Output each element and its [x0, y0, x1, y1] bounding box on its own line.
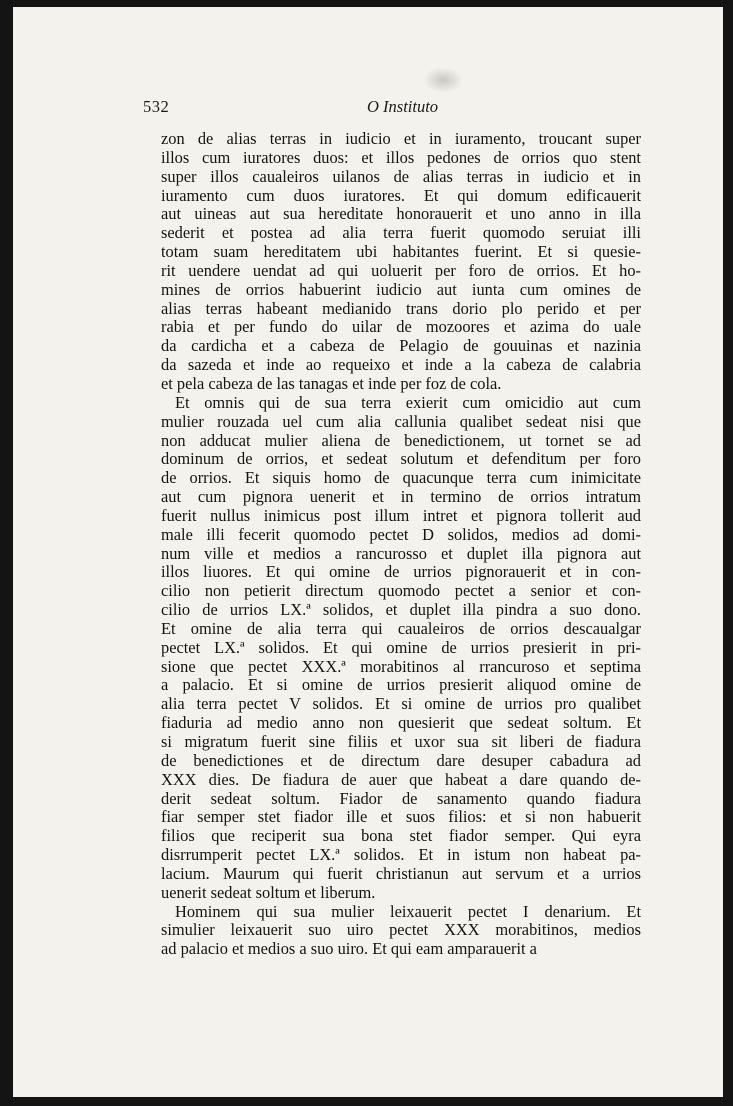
text-line: cilio non petierit directum quomodo pectet a senior et con- [161, 581, 641, 601]
text-line: lacium. Maurum qui fuerit christianun aut servum et a urrios [161, 863, 641, 883]
text-line: de benedictiones et de directum dare desuper cabadura ad [161, 750, 641, 770]
text-line: Et omine de alia terra qui caualeiros de orrios descaualgar [161, 618, 641, 638]
text-line: alias terras habeant medianido trans dorio plo perido et per [161, 298, 641, 318]
text-line: si migratum fuerit sine filiis et uxor sua sit liberi de fiadura [161, 732, 641, 751]
paragraph-list [161, 130, 641, 959]
text-line: et pela cabeza de las tanagas et inde per foz de cola. [161, 373, 502, 393]
running-title: O Instituto [367, 97, 439, 116]
text-line: totam suam hereditatem ubi habitantes fuerint. Et si quesie- [161, 242, 641, 262]
text-line: mines de orrios habuerint iudicio aut iunta cum omines de [161, 279, 641, 299]
text-line: Et omnis qui de sua terra exierit cum omicidio aut cum [175, 392, 641, 412]
text-line: aut cum pignora uenerit et in termino de orrios intratum [161, 487, 641, 507]
text-line: simulier leixauerit suo uiro pectet XXX morabitinos, medios [161, 920, 641, 940]
paragraph [161, 394, 641, 903]
text-line: rabia et per fundo do uilar de mozoores et azima do uale [161, 317, 641, 337]
text-line: cilio de urrios LX.ª solidos, et duplet illa pindra a suo dono. [161, 600, 641, 620]
text-line: Hominem qui sua mulier leixauerit pectet I denarium. Et [175, 901, 641, 921]
body-text [161, 130, 641, 959]
text-line: illos cum iuratores duos: et illos pedones de orrios quo stent [161, 147, 641, 167]
text-line: a palacio. Et si omine de urrios presierit aliquod omine de [161, 675, 641, 695]
text-line: fiar semper stet fiador ille et suos filios: et si non habuerit [161, 807, 641, 827]
text-line: sederit et postea ad alia terra fuerit quomodo seruiat illi [161, 223, 641, 243]
page-header [143, 97, 643, 121]
text-line: de orrios. Et siquis homo de quacunque terra cum inimicitate [161, 468, 641, 488]
text-line: disrrumperit pectet LX.ª solidos. Et in istum non habeat pa- [161, 845, 641, 865]
text-line: aut uineas aut sua hereditate honorauerit et uno anno in illa [161, 204, 641, 224]
text-line: iuramento cum duos iuratores. Et qui domum edificauerit [161, 185, 641, 205]
ink-smudge [423, 67, 463, 93]
text-line: sione que pectet XXX.ª morabitinos al rrancuroso et septima [161, 656, 641, 676]
text-line: num ville et medios a rancurosso et duplet illa pignora aut [161, 543, 641, 563]
paragraph [161, 903, 641, 960]
text-line: derit sedeat soltum. Fiador de sanamento quando fiadura [161, 788, 641, 808]
text-line: alia terra pectet V solidos. Et si omine de urrios pro qualibet [161, 694, 641, 714]
text-line: filios que reciperit sua bona stet fiador semper. Qui eyra [161, 826, 641, 846]
text-line: fuerit nullus inimicus post illum intret et pignora tollerit aud [161, 505, 641, 525]
text-line: super illos caualeiros uilanos de alias terras in iudicio et in [161, 166, 641, 186]
text-line: rit uendere uendat ad qui uoluerit per foro de orrios. Et ho- [161, 260, 641, 280]
text-line: male illi fecerit quomodo pectet D solidos, medios ad domi- [161, 524, 641, 544]
text-line: zon de alias terras in iudicio et in iuramento, troucant super [161, 129, 641, 148]
text-line: dominum de orrios, et sedeat solutum et defenditum per foro [161, 449, 641, 469]
text-line: mulier rouzada uel cum alia callunia qualibet sedeat nisi que [161, 411, 641, 431]
text-line: XXX dies. De fiadura de auer que habeat a dare quando de- [161, 769, 641, 789]
text-line: pectet LX.ª solidos. Et qui omine de urrios presierit in pri- [161, 637, 641, 657]
text-line: non adducat mulier aliena de benedictionem, ut tornet se ad [161, 430, 641, 450]
text-line: da sazeda et inde ao requeixo et inde a la cabeza de calabria [161, 355, 641, 375]
page-number: 532 [143, 97, 170, 116]
text-line: uenerit sedeat soltum et liberum. [161, 882, 376, 902]
text-line: illos liuores. Et qui omine de urrios pignorauerit et in con- [161, 562, 641, 582]
text-line: ad palacio et medios a suo uiro. Et qui eam amparauerit a [161, 939, 537, 959]
paragraph [161, 130, 641, 394]
text-line: da cardicha et a cabeza de Pelagio de gouuinas et nazinia [161, 336, 641, 356]
text-line: fiaduria ad medio anno non quesierit que sedeat soltum. Et [161, 713, 641, 733]
